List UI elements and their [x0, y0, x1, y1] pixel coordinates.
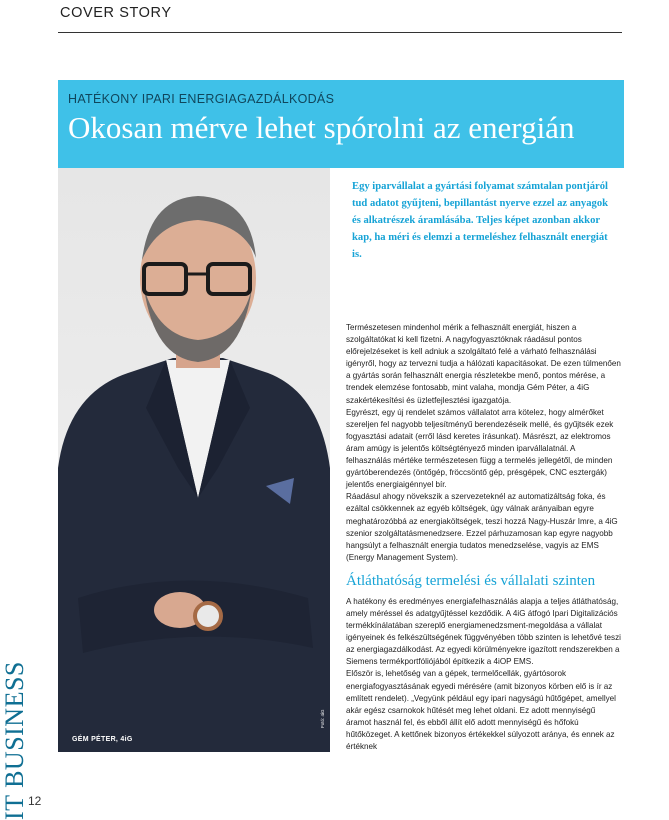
section-label: COVER STORY	[60, 5, 172, 21]
photo-caption: GÉM PÉTER, 4iG	[72, 736, 133, 743]
portrait-illustration	[58, 168, 330, 752]
section-subheading: Átláthatóság termelési és vállalati szinten	[346, 572, 596, 589]
article-title: Okosan mérve lehet spórolni az energián	[68, 110, 575, 145]
body-paragraph: Természetesen mindenhol mérik a felhasznált energiát, hiszen a szolgáltatókat ki kell fizetni. A nagyfogyasztóknak ráadásul pontos előrejelzéseket is kell adniuk a szolgáltató felé a várható felhasználási igényről, hogy az tervezni tudja a hálózati kapacitásokat. De ezen túlmenően a gyártás során felhasznált energia részletekbe menő, pontos mérése, a trendek elemzése fontosabb, mint valaha, mondja Gém Péter, a 4iG szakértékesítési és üzletfejlesztési igazgatója.	[346, 323, 621, 405]
page-number: 12	[28, 794, 42, 808]
body-paragraph: Egyrészt, egy új rendelet számos vállalatot arra kötelez, hogy almérőket szereljen fel nagyobb teljesítményű berendezéseik mellé, és gyűjtsék ezek fogyasztási adatait (erről lásd keretes írásunkat). Másrészt, az elektromos áram amúgy is jelentős költségtényező minden iparvállalatnál. A felhasználás mértéke természetesen függ a termelés jellegétől, de minden gyártóberendezés (öntőgép, fröccsöntő gép, présgépek, CNC esztergák) jelentős energiaigénnyel bír.	[346, 407, 614, 490]
body-paragraph: Először is, lehetőség van a gépek, termelőcellák, gyártósorok energiafogyasztásának egyedi mérésére (amit bizonyos körben elő is ír az említett rendelet). „Vegyünk például egy ipari nagyságú hűtőgépet, amellyel akár egész csarnokok hűtését meg lehet oldani. Ez adott mennyiségű áramot használ fel, és ebből állít elő adott mennyiségű és hőfokú hűtőközeget. A kettőnek bizonyos értékekkel súlyozott aránya, és ennek az értéknek	[346, 669, 616, 751]
magazine-brand: IT BUSINESS	[0, 661, 29, 820]
portrait-photo	[58, 168, 330, 752]
body-paragraph: Ráadásul ahogy növekszik a szervezeteknél az automatizáltság foka, és ezáltal csökkennek az egyéb költségek, úgy válnak arányaiban egyre meghatározóbbá az energiaköltségek, teszi hozzá Nagy-Huszár Imre, a 4iG szenior szolgáltatásmenedzsere. Ezzel párhuzamosan kap egyre nagyobb hangsúlyt a felhasznált energia tudatos menedzselése, vagyis az EMS (Energy Management System).	[346, 492, 618, 562]
title-banner	[58, 80, 624, 168]
top-divider	[58, 32, 622, 33]
body-paragraph: A hatékony és eredményes energiafelhasználás alapja a teljes átláthatóság, amely méréssel és adatgyűjtéssel kezdődik. A 4iG átfogó Ipari Digitalizációs termékkínálatában szereplő energiamenedzsment-megoldása a vállalat igényeinek és felkészültségének függvényében több szinten is lehetővé teszi az energiagazdálkodást. Az egyedi körülményekre igazított rendszerekben a Siemens termékportfóliójából építkezik a 4iOP EMS.	[346, 596, 621, 667]
article-lead: Egy iparvállalat a gyártási folyamat számtalan pontjáról tud adatot gyűjteni, bepillantást nyerve ezzel az anyagok és alkatrészek áramlásába. Teljes képet azonban akkor kap, ha méri és elemzi a termeléshez felhasznált energiát is.	[352, 181, 609, 260]
photo-credit: Fotó: 4iG	[320, 709, 325, 728]
article-body	[346, 322, 622, 753]
article-kicker: HATÉKONY IPARI ENERGIAGAZDÁLKODÁS	[68, 92, 335, 106]
